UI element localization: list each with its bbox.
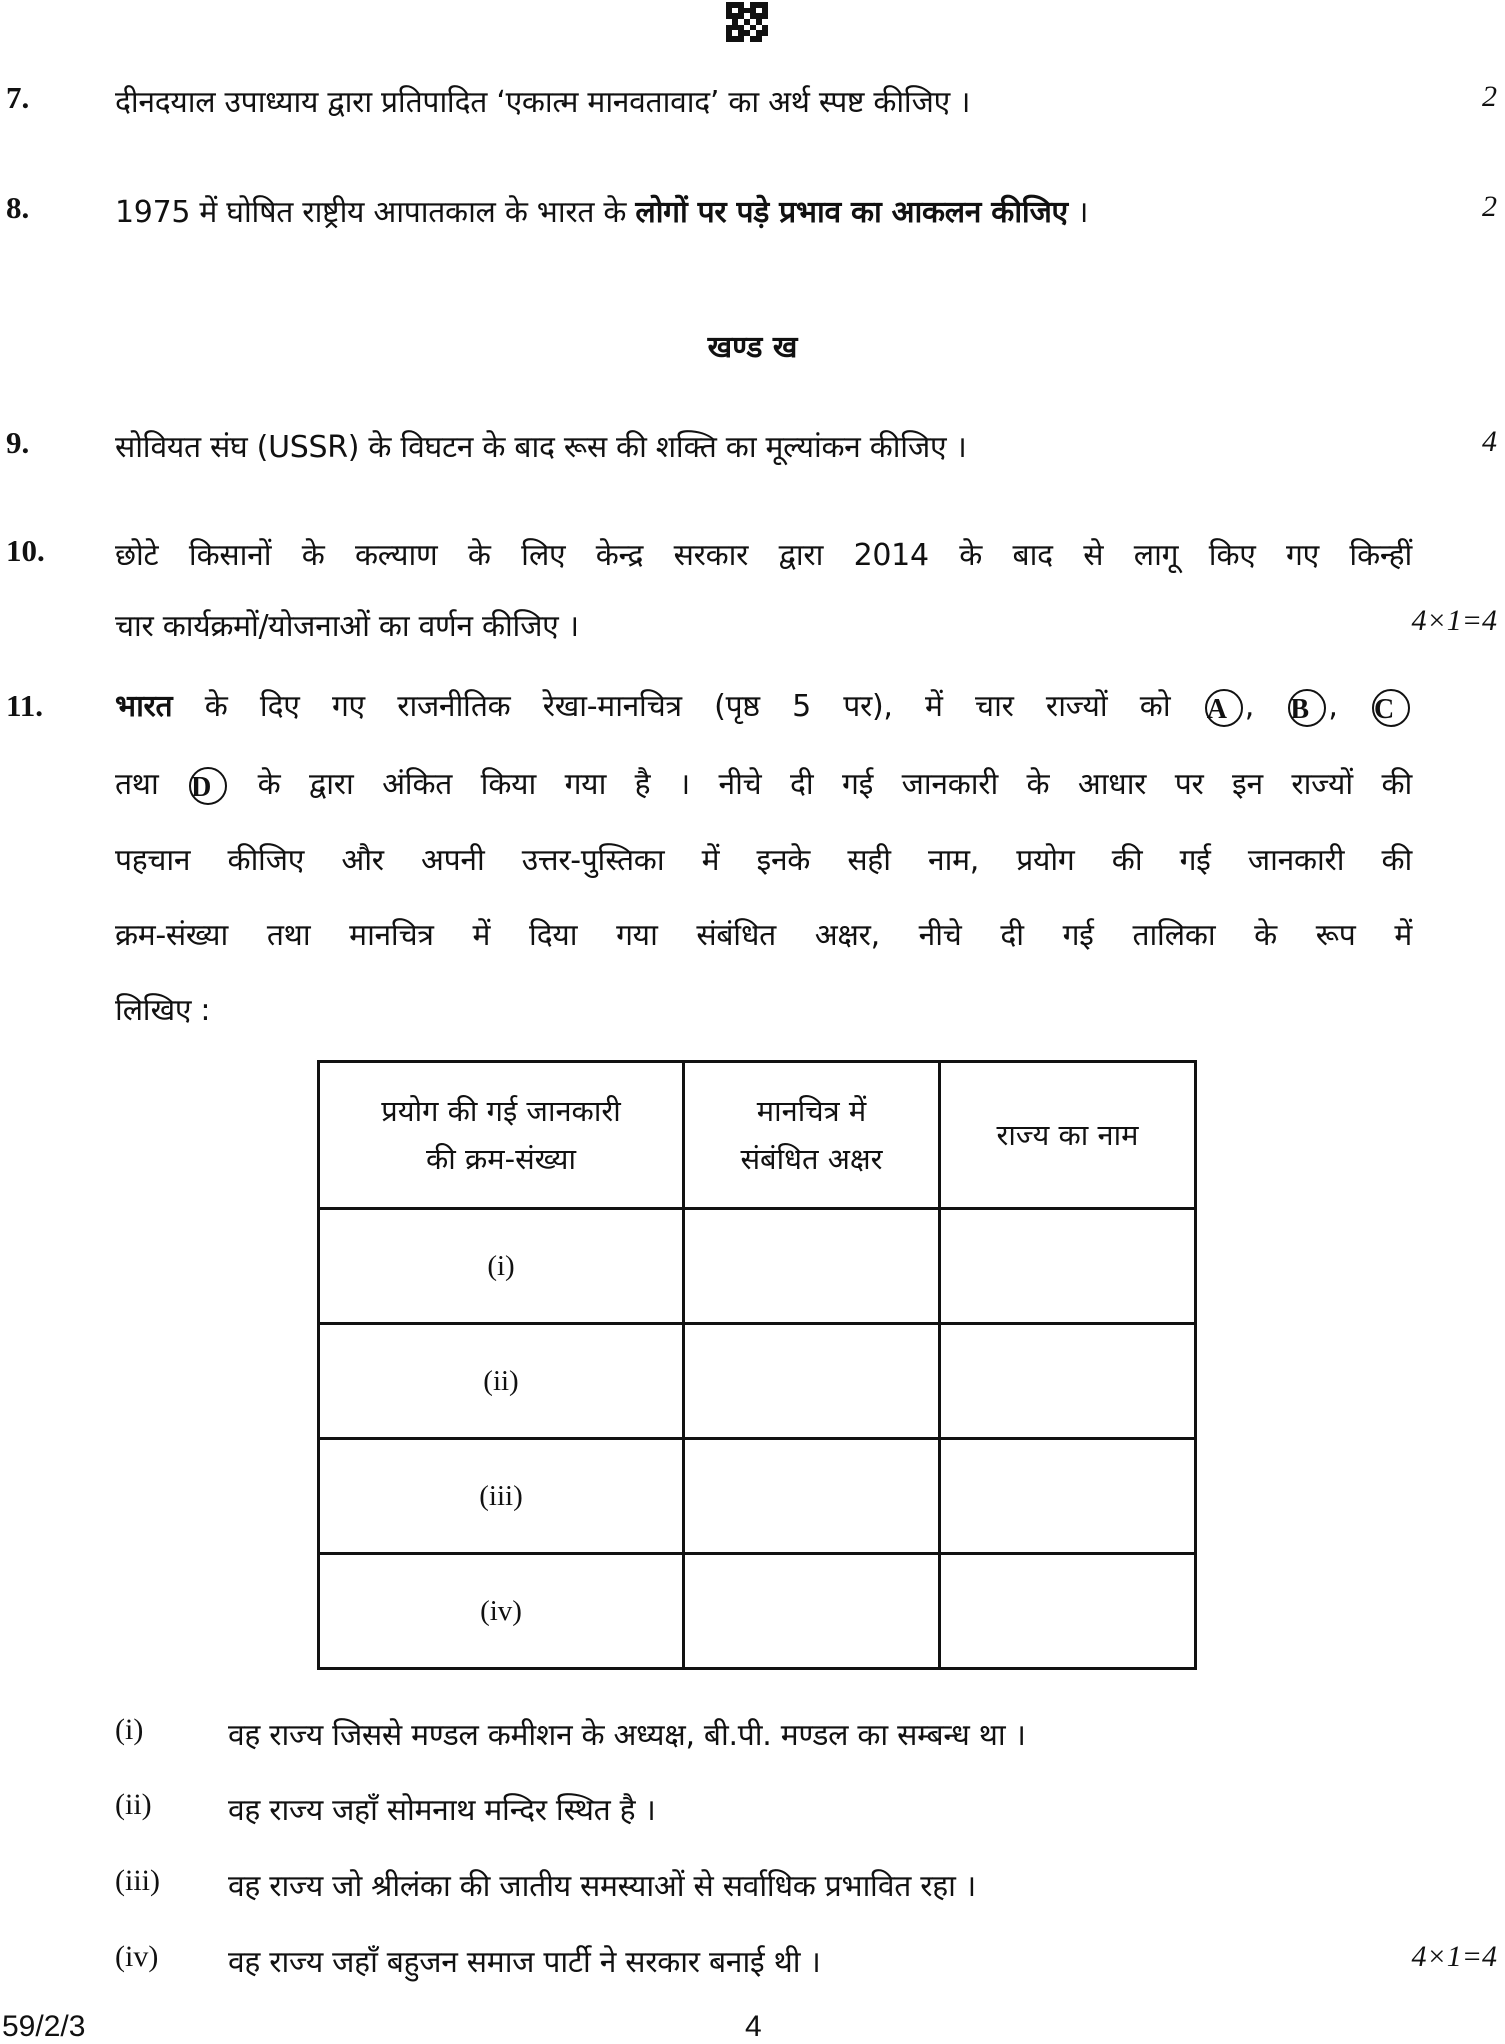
marks: 4×1=4 xyxy=(1411,1940,1497,1973)
text-segment: तथा xyxy=(115,767,159,802)
header-line: की क्रम-संख्या xyxy=(426,1142,576,1176)
header-line: प्रयोग की गई जानकारी xyxy=(381,1094,621,1128)
cell-serial: (iii) xyxy=(319,1439,684,1554)
table-header-state xyxy=(940,1062,1196,1209)
page-number: 4 xyxy=(745,2010,762,2043)
question-text-line-2: चार कार्यक्रमों/योजनाओं का वर्णन कीजिए । xyxy=(115,609,579,644)
question-text: दीनदयाल उपाध्याय द्वारा प्रतिपादित ‘एकात्म मानवतावाद’ का अर्थ स्पष्ट कीजिए । xyxy=(115,85,971,120)
marks: 4 xyxy=(1482,425,1497,458)
clue-number: (iii) xyxy=(115,1864,160,1897)
bold-word: भारत xyxy=(115,689,173,724)
table-header-letter xyxy=(684,1062,940,1209)
marks: 2 xyxy=(1482,80,1497,113)
section-heading: खण्ड ख xyxy=(707,330,798,365)
question-text-line-3: पहचान कीजिए और अपनी उत्तर-पुस्तिका में इनके सही नाम, प्रयोग की गई जानकारी की xyxy=(115,843,1412,878)
answer-table xyxy=(317,1060,1197,1670)
header-line: संबंधित अक्षर xyxy=(740,1142,883,1176)
question-text-line-1: भारत के दिए गए राजनीतिक रेखा-मानचित्र (पृष्ठ 5 पर), में चार राज्यों को A , B , C xyxy=(115,684,1412,727)
question-text-line-1: छोटे किसानों के कल्याण के लिए केन्द्र सरकार द्वारा 2014 के बाद से लागू किए गए किन्हीं xyxy=(115,538,1412,573)
clue-number: (ii) xyxy=(115,1788,152,1821)
cell-letter xyxy=(684,1324,940,1439)
table-row xyxy=(319,1439,1196,1554)
marks: 4×1=4 xyxy=(1411,604,1497,637)
clue-number: (i) xyxy=(115,1713,144,1746)
question-text xyxy=(115,190,1088,231)
question-number: 7. xyxy=(6,80,30,115)
cell-state xyxy=(940,1439,1196,1554)
cell-serial: (iv) xyxy=(319,1554,684,1669)
clue-text: वह राज्य जहाँ सोमनाथ मन्दिर स्थित है । xyxy=(228,1793,656,1828)
table-header-serial xyxy=(319,1062,684,1209)
clue-text: वह राज्य जो श्रीलंका की जातीय समस्याओं से सर्वाधिक प्रभावित रहा । xyxy=(228,1869,976,1904)
cell-serial: (i) xyxy=(319,1209,684,1324)
table-row xyxy=(319,1554,1196,1669)
cell-state xyxy=(940,1554,1196,1669)
clue-text: वह राज्य जिससे मण्डल कमीशन के अध्यक्ष, बी.पी. मण्डल का सम्बन्ध था । xyxy=(228,1718,1026,1753)
circled-letter-a: A xyxy=(1205,689,1243,727)
cell-letter xyxy=(684,1554,940,1669)
question-number: 10. xyxy=(6,533,45,568)
cell-serial: (ii) xyxy=(319,1324,684,1439)
clue-text: वह राज्य जहाँ बहुजन समाज पार्टी ने सरकार बनाई थी । xyxy=(228,1945,821,1980)
paper-code: 59/2/3 xyxy=(2,2010,86,2043)
question-text-plain: 1975 में घोषित राष्ट्रीय आपातकाल के भारत के xyxy=(115,195,636,230)
header-line: मानचित्र में xyxy=(756,1094,867,1128)
text-segment: के द्वारा अंकित किया गया है । नीचे दी गई जानकारी के आधार पर इन राज्यों की xyxy=(257,767,1412,802)
table-row xyxy=(319,1324,1196,1439)
question-number: 11. xyxy=(6,688,44,723)
circled-letter-b: B xyxy=(1288,689,1326,727)
header-line: राज्य का नाम xyxy=(996,1118,1139,1152)
cell-state xyxy=(940,1324,1196,1439)
cell-state xyxy=(940,1209,1196,1324)
question-text-bold: लोगों पर पड़े प्रभाव का आकलन कीजिए xyxy=(635,195,1068,230)
clue-number: (iv) xyxy=(115,1940,159,1973)
circled-letter-c: C xyxy=(1372,689,1410,727)
marks: 2 xyxy=(1482,190,1497,223)
qr-code-icon xyxy=(726,2,768,42)
cell-letter xyxy=(684,1209,940,1324)
text-segment: के दिए गए राजनीतिक रेखा-मानचित्र (पृष्ठ 5 पर), में चार राज्यों को xyxy=(172,689,1171,724)
cell-letter xyxy=(684,1439,940,1554)
question-number: 9. xyxy=(6,425,30,460)
question-text-line-2 xyxy=(115,762,1412,805)
question-text: सोवियत संघ (USSR) के विघटन के बाद रूस की शक्ति का मूल्यांकन कीजिए । xyxy=(115,430,967,465)
question-text-line-5: लिखिए : xyxy=(115,993,211,1028)
table-row xyxy=(319,1209,1196,1324)
table-header-row xyxy=(319,1062,1196,1209)
circled-letter-d: D xyxy=(189,767,227,805)
question-text-end: । xyxy=(1067,195,1089,230)
question-number: 8. xyxy=(6,190,30,225)
question-text-line-4: क्रम-संख्या तथा मानचित्र में दिया गया संबंधित अक्षर, नीचे दी गई तालिका के रूप में xyxy=(115,918,1412,953)
